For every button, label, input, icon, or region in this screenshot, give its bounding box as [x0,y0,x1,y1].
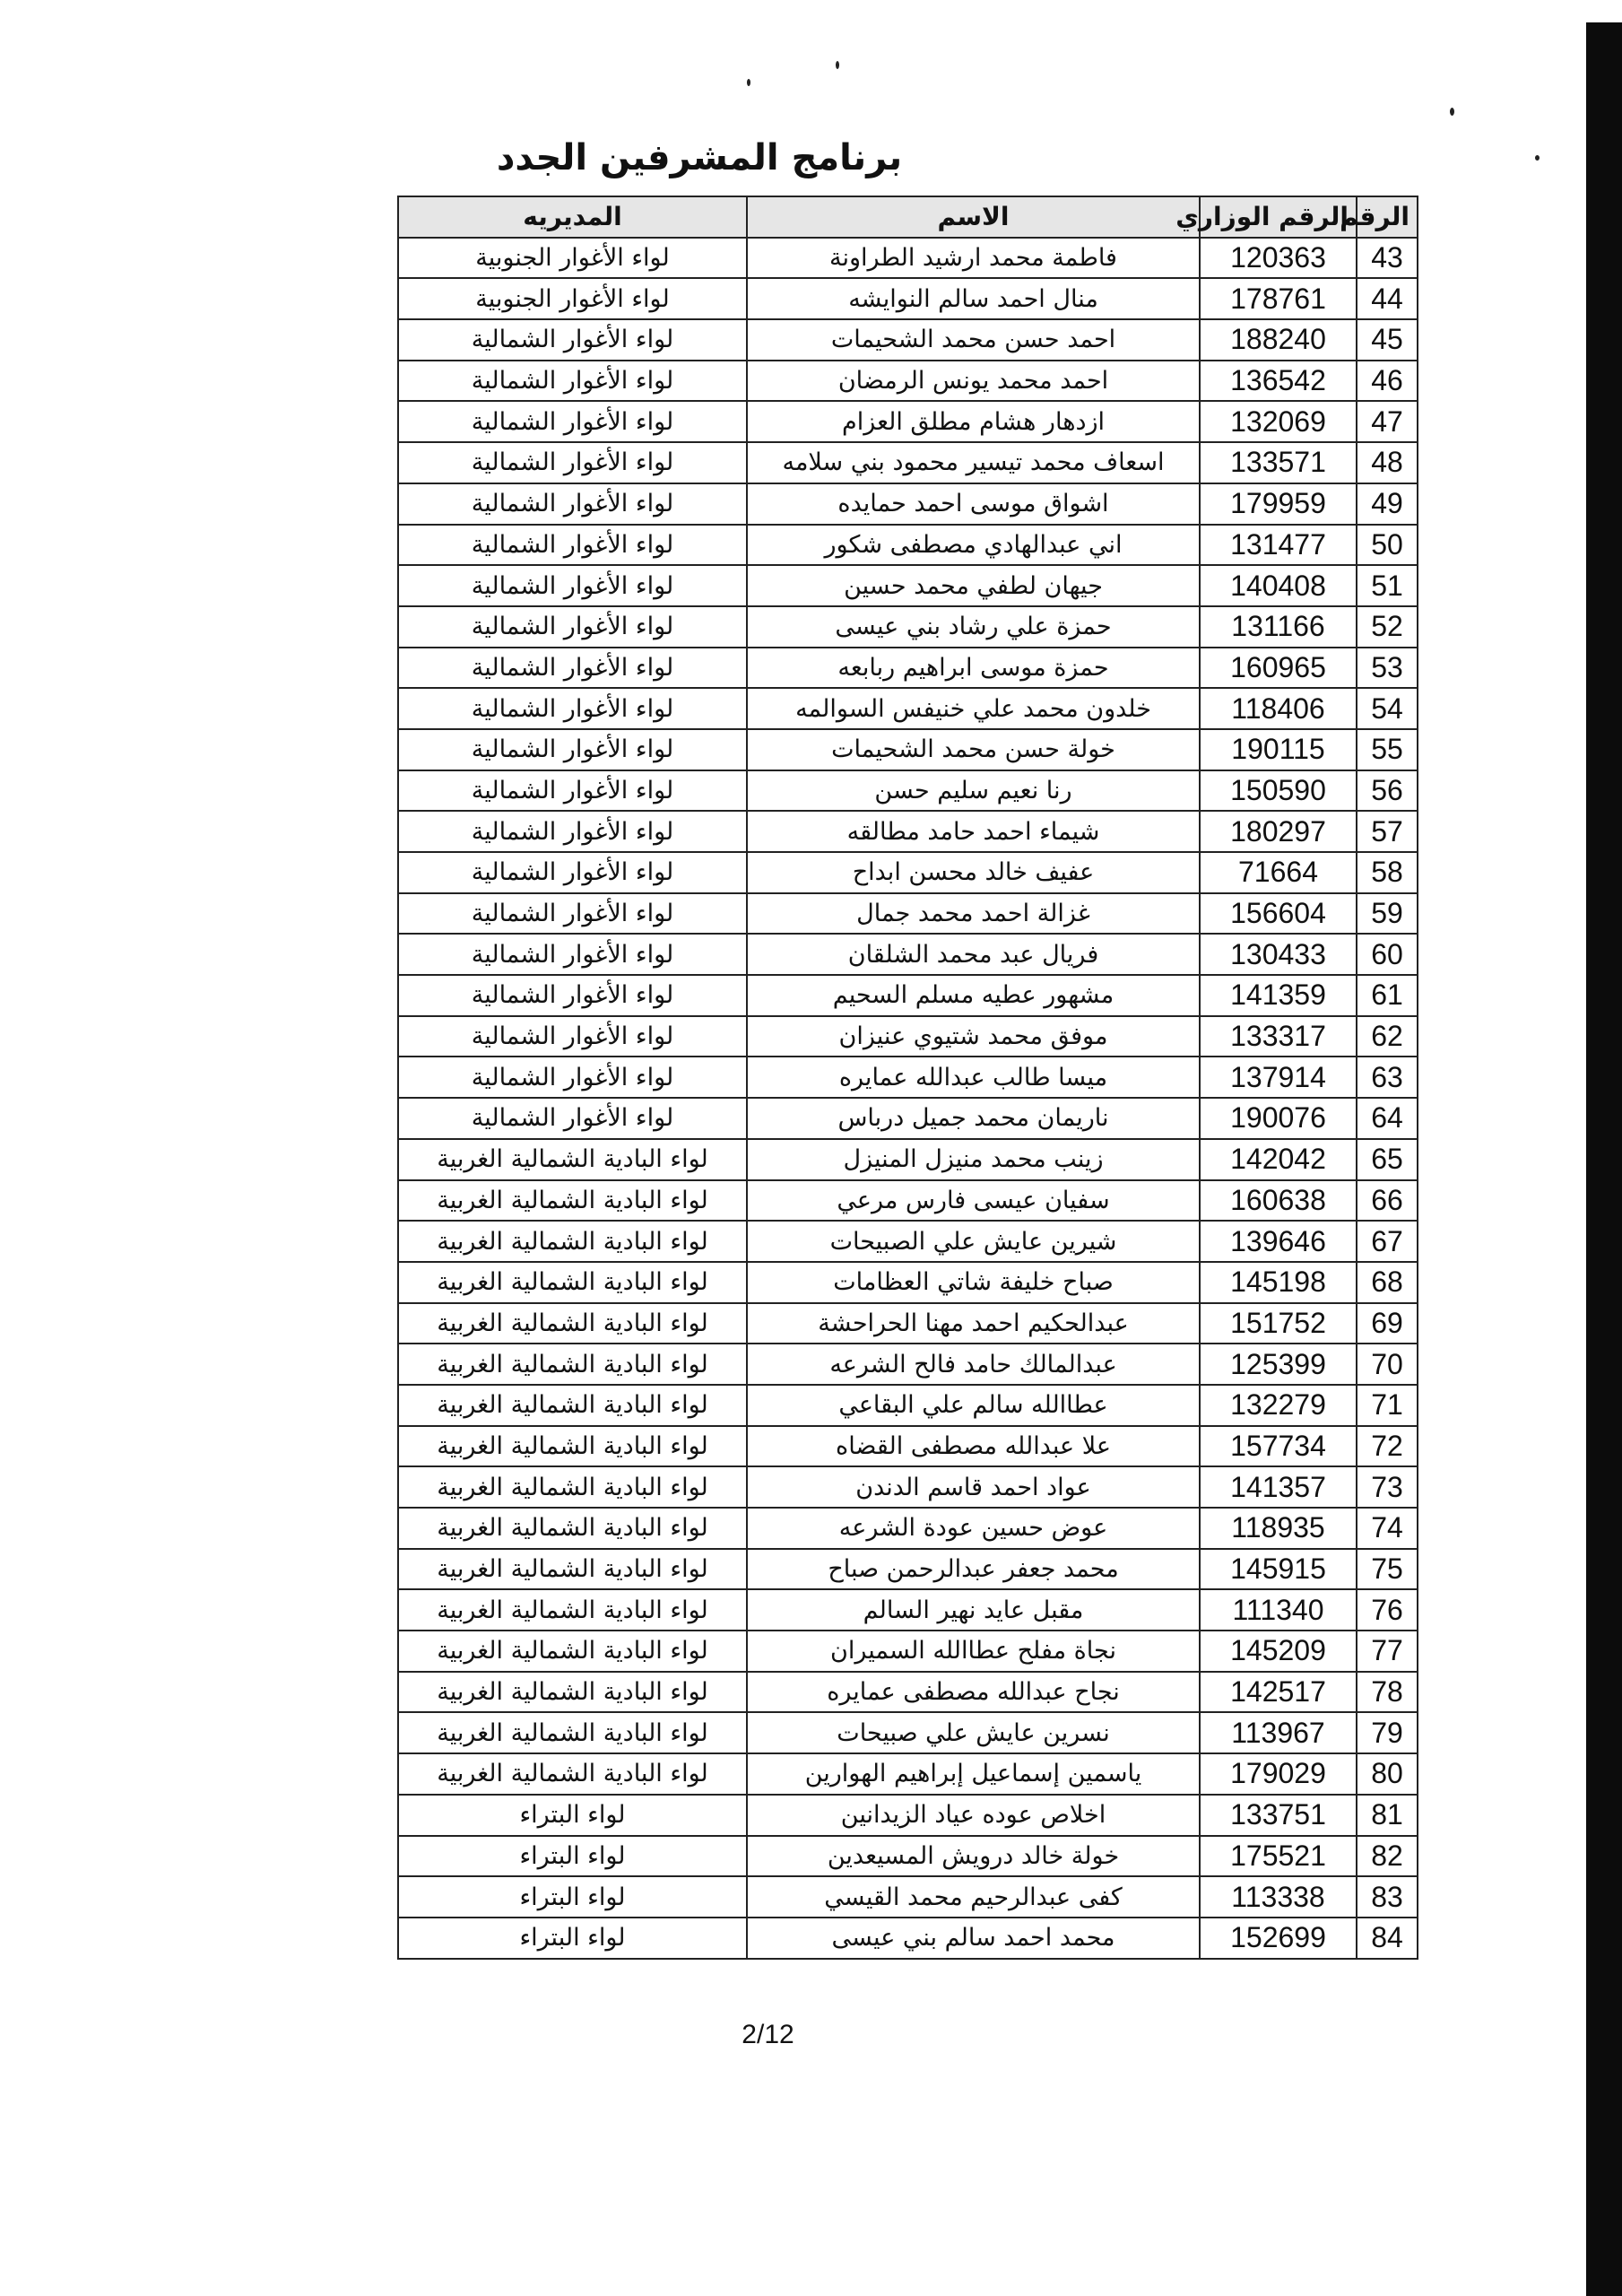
cell-directorate: لواء الأغوار الشمالية [398,648,747,689]
table-row [398,1426,1418,1467]
table-row [398,852,1418,893]
cell-num: 54 [1357,688,1418,729]
cell-name: عفيف خالد محسن ابداح [747,852,1200,893]
cell-directorate: لواء البادية الشمالية الغربية [398,1139,747,1180]
header-ministry-id: الرقم الوزاري [1200,196,1357,238]
table-row [398,238,1418,279]
cell-num: 80 [1357,1753,1418,1795]
cell-name: زينب محمد منيزل المنيزل [747,1139,1200,1180]
table-row [398,1508,1418,1549]
cell-name: موفق محمد شتيوي عنيزان [747,1016,1200,1057]
cell-directorate: لواء البادية الشمالية الغربية [398,1631,747,1672]
cell-name: محمد احمد سالم بني عيسى [747,1918,1200,1959]
cell-id: 130433 [1200,934,1357,975]
header-name: الاسم [747,196,1200,238]
cell-num: 82 [1357,1836,1418,1877]
cell-num: 43 [1357,238,1418,279]
cell-directorate: لواء البادية الشمالية الغربية [398,1589,747,1631]
cell-num: 65 [1357,1139,1418,1180]
cell-name: خلدون محمد علي خنيفس السوالمه [747,688,1200,729]
cell-id: 132279 [1200,1385,1357,1426]
cell-num: 44 [1357,278,1418,319]
cell-directorate: لواء الأغوار الجنوبية [398,238,747,279]
cell-id: 111340 [1200,1589,1357,1631]
table-row [398,1221,1418,1262]
cell-id: 120363 [1200,238,1357,279]
cell-name: فريال عبد محمد الشلقان [747,934,1200,975]
cell-id: 175521 [1200,1836,1357,1877]
cell-name: شيرين عايش علي الصبيحات [747,1221,1200,1262]
cell-directorate: لواء البتراء [398,1918,747,1959]
cell-directorate: لواء الأغوار الشمالية [398,811,747,852]
cell-directorate: لواء الأغوار الشمالية [398,1098,747,1139]
cell-num: 64 [1357,1098,1418,1139]
cell-num: 51 [1357,565,1418,606]
cell-directorate: لواء البادية الشمالية الغربية [398,1385,747,1426]
cell-num: 70 [1357,1344,1418,1385]
cell-directorate: لواء البتراء [398,1795,747,1836]
cell-num: 53 [1357,648,1418,689]
cell-directorate: لواء الأغوار الشمالية [398,565,747,606]
table-row [398,1098,1418,1139]
cell-id: 140408 [1200,565,1357,606]
cell-name: اشواق موسى احمد حمايده [747,483,1200,525]
cell-name: اخلاص عوده عياد الزيدانين [747,1795,1200,1836]
cell-name: نجاح عبدالله مصطفى عمايره [747,1672,1200,1713]
table-row [398,565,1418,606]
cell-name: ازدهار هشام مطلق العزام [747,401,1200,442]
cell-directorate: لواء البادية الشمالية الغربية [398,1262,747,1303]
table-row [398,729,1418,770]
table-row [398,1180,1418,1222]
cell-directorate: لواء البادية الشمالية الغربية [398,1221,747,1262]
table-row [398,688,1418,729]
cell-name: سفيان عيسى فارس مرعي [747,1180,1200,1222]
table-row [398,1672,1418,1713]
scan-speck [836,61,839,69]
cell-id: 131477 [1200,525,1357,566]
scan-speck [1535,155,1540,161]
cell-name: علا عبدالله مصطفى القضاه [747,1426,1200,1467]
cell-directorate: لواء الأغوار الشمالية [398,483,747,525]
page-title: برنامج المشرفين الجدد [496,136,903,178]
table-row [398,442,1418,483]
cell-directorate: لواء البادية الشمالية الغربية [398,1303,747,1344]
cell-id: 156604 [1200,893,1357,935]
cell-directorate: لواء الأغوار الشمالية [398,1057,747,1098]
table-row [398,1753,1418,1795]
cell-name: عبدالحكيم احمد مهنا الحراحشة [747,1303,1200,1344]
header-directorate: المديريه [398,196,747,238]
cell-name: كفى عبدالرحيم محمد القيسي [747,1876,1200,1918]
cell-num: 63 [1357,1057,1418,1098]
cell-directorate: لواء البادية الشمالية الغربية [398,1508,747,1549]
cell-directorate: لواء البتراء [398,1876,747,1918]
cell-id: 150590 [1200,770,1357,812]
cell-directorate: لواء الأغوار الشمالية [398,934,747,975]
table-row [398,1876,1418,1918]
cell-id: 180297 [1200,811,1357,852]
cell-directorate: لواء الأغوار الجنوبية [398,278,747,319]
table-row [398,1589,1418,1631]
table-row [398,1385,1418,1426]
table-row [398,278,1418,319]
cell-id: 133571 [1200,442,1357,483]
table-row [398,1712,1418,1753]
cell-id: 160638 [1200,1180,1357,1222]
table-row [398,1057,1418,1098]
cell-name: اني عبدالهادي مصطفى شكور [747,525,1200,566]
cell-id: 118406 [1200,688,1357,729]
cell-num: 76 [1357,1589,1418,1631]
cell-num: 66 [1357,1180,1418,1222]
cell-name: حمزة موسى ابراهيم ربابعه [747,648,1200,689]
cell-num: 57 [1357,811,1418,852]
cell-id: 133751 [1200,1795,1357,1836]
cell-id: 190115 [1200,729,1357,770]
cell-directorate: لواء البادية الشمالية الغربية [398,1180,747,1222]
cell-id: 179959 [1200,483,1357,525]
cell-directorate: لواء البادية الشمالية الغربية [398,1712,747,1753]
cell-num: 78 [1357,1672,1418,1713]
cell-num: 47 [1357,401,1418,442]
cell-id: 125399 [1200,1344,1357,1385]
cell-num: 71 [1357,1385,1418,1426]
cell-num: 58 [1357,852,1418,893]
cell-id: 152699 [1200,1918,1357,1959]
cell-directorate: لواء الأغوار الشمالية [398,401,747,442]
table-row [398,770,1418,812]
cell-id: 145209 [1200,1631,1357,1672]
cell-num: 60 [1357,934,1418,975]
cell-name: نسرين عايش علي صبيحات [747,1712,1200,1753]
cell-num: 61 [1357,975,1418,1016]
header-num: الرقم [1357,196,1418,238]
table-row [398,811,1418,852]
cell-id: 157734 [1200,1426,1357,1467]
cell-num: 73 [1357,1466,1418,1508]
cell-num: 69 [1357,1303,1418,1344]
cell-name: حمزة علي رشاد بني عيسى [747,606,1200,648]
table-row [398,525,1418,566]
cell-directorate: لواء الأغوار الشمالية [398,319,747,361]
cell-num: 77 [1357,1631,1418,1672]
cell-id: 179029 [1200,1753,1357,1795]
cell-directorate: لواء الأغوار الشمالية [398,729,747,770]
cell-id: 151752 [1200,1303,1357,1344]
cell-num: 50 [1357,525,1418,566]
cell-id: 142042 [1200,1139,1357,1180]
cell-id: 145198 [1200,1262,1357,1303]
table-row [398,1795,1418,1836]
cell-directorate: لواء الأغوار الشمالية [398,525,747,566]
cell-directorate: لواء الأغوار الشمالية [398,770,747,812]
scan-edge-shadow [1586,22,1622,2296]
cell-num: 46 [1357,361,1418,402]
page-number: 2/12 [742,2020,794,2049]
table-row [398,1918,1418,1959]
cell-directorate: لواء الأغوار الشمالية [398,606,747,648]
cell-name: عوض حسين عودة الشرعه [747,1508,1200,1549]
cell-directorate: لواء الأغوار الشمالية [398,1016,747,1057]
table-row [398,401,1418,442]
table-header-row [398,196,1418,238]
cell-name: منال احمد سالم النوايشه [747,278,1200,319]
table-row [398,361,1418,402]
cell-name: مشهور عطيه مسلم السحيم [747,975,1200,1016]
table-row [398,1344,1418,1385]
cell-directorate: لواء البادية الشمالية الغربية [398,1672,747,1713]
cell-num: 59 [1357,893,1418,935]
cell-id: 145915 [1200,1549,1357,1590]
cell-name: شيماء احمد حامد مطالقه [747,811,1200,852]
table-row [398,934,1418,975]
table-row [398,975,1418,1016]
cell-directorate: لواء البتراء [398,1836,747,1877]
cell-num: 48 [1357,442,1418,483]
cell-num: 55 [1357,729,1418,770]
cell-directorate: لواء البادية الشمالية الغربية [398,1466,747,1508]
cell-id: 178761 [1200,278,1357,319]
cell-num: 62 [1357,1016,1418,1057]
cell-id: 113338 [1200,1876,1357,1918]
cell-directorate: لواء الأغوار الشمالية [398,975,747,1016]
cell-name: خولة حسن محمد الشحيمات [747,729,1200,770]
cell-num: 79 [1357,1712,1418,1753]
cell-directorate: لواء البادية الشمالية الغربية [398,1426,747,1467]
cell-num: 84 [1357,1918,1418,1959]
cell-name: فاطمة محمد ارشيد الطراونة [747,238,1200,279]
cell-directorate: لواء البادية الشمالية الغربية [398,1344,747,1385]
cell-name: رنا نعيم سليم حسن [747,770,1200,812]
table-row [398,1016,1418,1057]
scan-speck [747,79,750,86]
cell-id: 141359 [1200,975,1357,1016]
cell-id: 141357 [1200,1466,1357,1508]
cell-id: 133317 [1200,1016,1357,1057]
cell-name: جيهان لطفي محمد حسين [747,565,1200,606]
table-row [398,1303,1418,1344]
cell-directorate: لواء الأغوار الشمالية [398,442,747,483]
cell-directorate: لواء الأغوار الشمالية [398,361,747,402]
table-row [398,648,1418,689]
cell-num: 74 [1357,1508,1418,1549]
table-row [398,1139,1418,1180]
cell-name: احمد محمد يونس الرمضان [747,361,1200,402]
table-row [398,1262,1418,1303]
cell-name: صباح خليفة شاتي العظامات [747,1262,1200,1303]
cell-num: 81 [1357,1795,1418,1836]
cell-directorate: لواء البادية الشمالية الغربية [398,1753,747,1795]
cell-id: 71664 [1200,852,1357,893]
cell-id: 160965 [1200,648,1357,689]
cell-name: ناريمان محمد جميل درباس [747,1098,1200,1139]
table-row [398,1549,1418,1590]
cell-id: 118935 [1200,1508,1357,1549]
cell-id: 131166 [1200,606,1357,648]
cell-name: عطاالله سالم علي البقاعي [747,1385,1200,1426]
cell-directorate: لواء الأغوار الشمالية [398,893,747,935]
cell-num: 83 [1357,1876,1418,1918]
cell-id: 188240 [1200,319,1357,361]
cell-id: 132069 [1200,401,1357,442]
cell-name: محمد جعفر عبدالرحمن صباح [747,1549,1200,1590]
cell-name: عواد احمد قاسم الدندن [747,1466,1200,1508]
cell-name: خولة خالد درويش المسيعدين [747,1836,1200,1877]
cell-name: ياسمين إسماعيل إبراهيم الهوارين [747,1753,1200,1795]
cell-num: 56 [1357,770,1418,812]
cell-num: 68 [1357,1262,1418,1303]
cell-num: 75 [1357,1549,1418,1590]
cell-id: 136542 [1200,361,1357,402]
cell-num: 45 [1357,319,1418,361]
cell-id: 137914 [1200,1057,1357,1098]
cell-num: 49 [1357,483,1418,525]
cell-name: اسعاف محمد تيسير محمود بني سلامه [747,442,1200,483]
cell-name: احمد حسن محمد الشحيمات [747,319,1200,361]
cell-id: 142517 [1200,1672,1357,1713]
cell-directorate: لواء البادية الشمالية الغربية [398,1549,747,1590]
cell-id: 190076 [1200,1098,1357,1139]
cell-num: 52 [1357,606,1418,648]
table-body [398,238,1418,1959]
table-row [398,1466,1418,1508]
table-row [398,893,1418,935]
cell-directorate: لواء الأغوار الشمالية [398,852,747,893]
table-row [398,319,1418,361]
cell-name: عبدالمالك حامد فالح الشرعه [747,1344,1200,1385]
cell-num: 72 [1357,1426,1418,1467]
scan-speck [1450,108,1454,116]
cell-directorate: لواء الأغوار الشمالية [398,688,747,729]
table-row [398,1631,1418,1672]
table-row [398,483,1418,525]
cell-name: نجاة مفلح عطاالله السميران [747,1631,1200,1672]
table-row [398,1836,1418,1877]
cell-name: مقبل عايد نهير السالم [747,1589,1200,1631]
cell-name: غزالة احمد محمد جمال [747,893,1200,935]
cell-name: ميسا طالب عبدالله عمايره [747,1057,1200,1098]
table-row [398,606,1418,648]
cell-id: 113967 [1200,1712,1357,1753]
supervisors-table [397,196,1418,1960]
cell-num: 67 [1357,1221,1418,1262]
cell-id: 139646 [1200,1221,1357,1262]
